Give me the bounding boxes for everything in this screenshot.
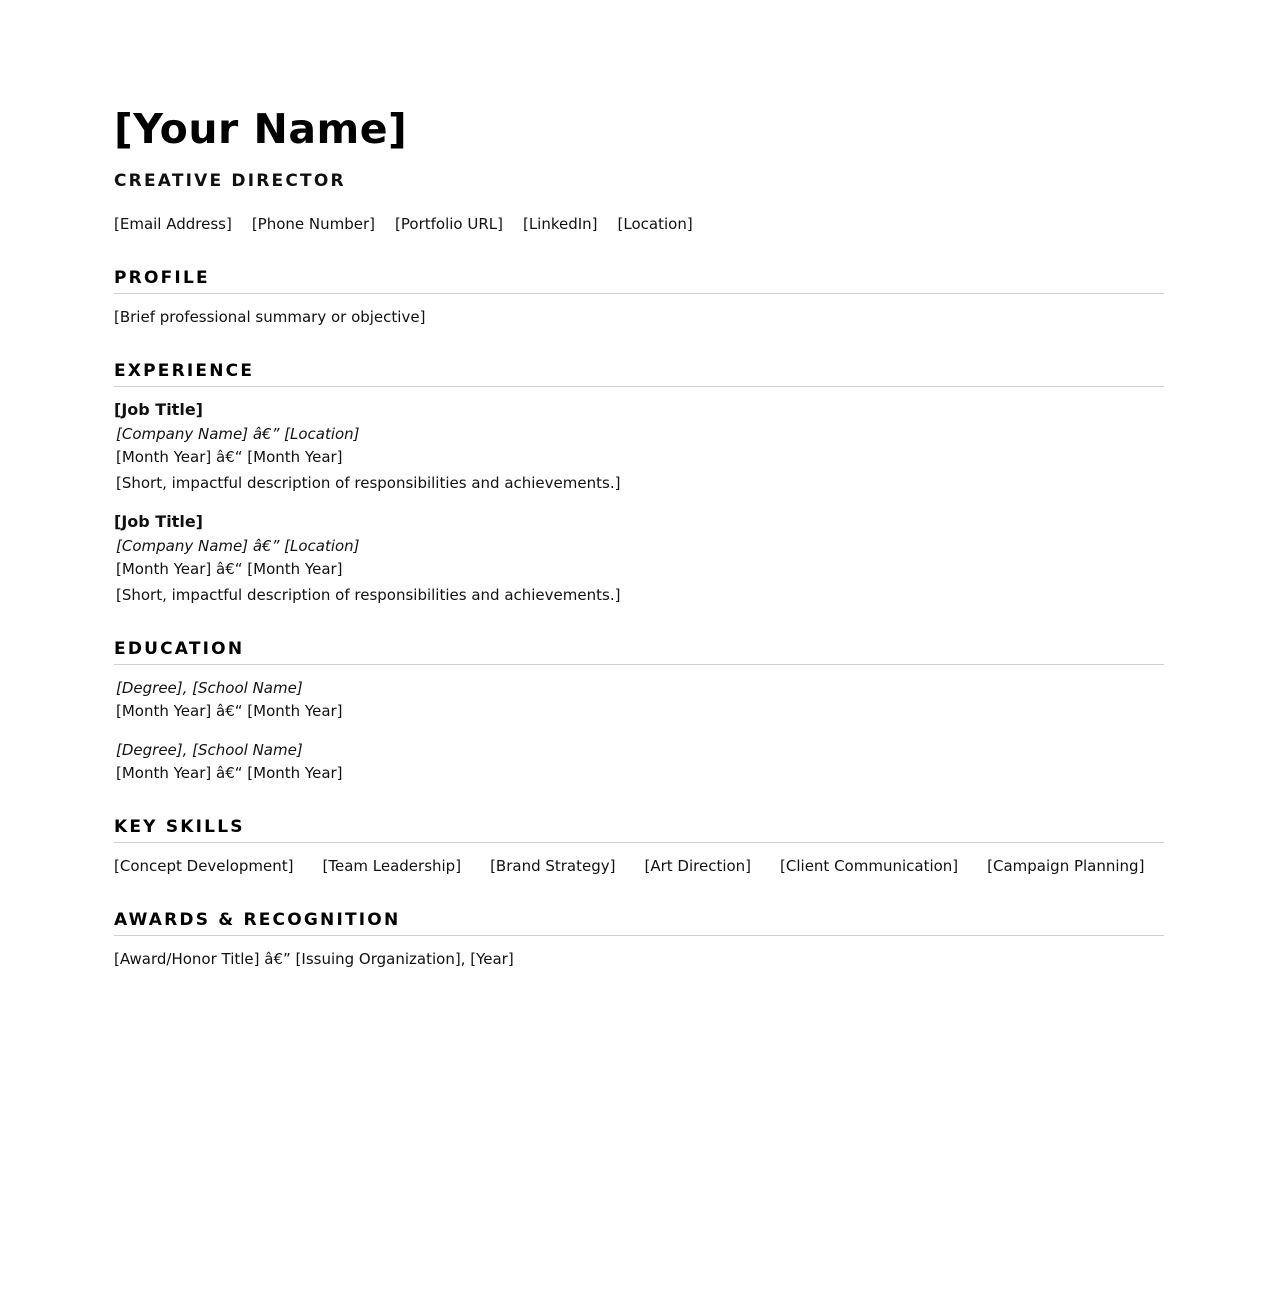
profile-summary: [Brief professional summary or objective] bbox=[114, 308, 426, 326]
job-description: [Short, impactful description of responsibilities and achievements.] bbox=[116, 474, 621, 492]
education-dates: [Month Year] â€“ [Month Year] bbox=[116, 764, 343, 782]
job-role-title: CREATIVE DIRECTOR bbox=[114, 171, 346, 191]
skill-item: [Team Leadership] bbox=[322, 857, 462, 875]
contact-linkedin: [LinkedIn] bbox=[522, 215, 598, 233]
skills-list bbox=[114, 857, 1173, 875]
awards-divider bbox=[114, 935, 1164, 936]
skill-item: [Brand Strategy] bbox=[490, 857, 616, 875]
education-degree: [Degree], [School Name] bbox=[116, 741, 303, 759]
profile-heading: PROFILE bbox=[114, 268, 210, 288]
awards-heading: AWARDS & RECOGNITION bbox=[114, 910, 401, 930]
job-company: [Company Name] â€” [Location] bbox=[116, 425, 360, 443]
skills-divider bbox=[114, 842, 1164, 843]
job-description: [Short, impactful description of responsibilities and achievements.] bbox=[116, 586, 621, 604]
contact-email: [Email Address] bbox=[114, 215, 232, 233]
skill-item: [Campaign Planning] bbox=[987, 857, 1145, 875]
job-title: [Job Title] bbox=[114, 400, 203, 419]
experience-divider bbox=[114, 386, 1164, 387]
skill-item: [Concept Development] bbox=[114, 857, 294, 875]
contact-phone: [Phone Number] bbox=[251, 215, 376, 233]
job-title: [Job Title] bbox=[114, 512, 203, 531]
education-dates: [Month Year] â€“ [Month Year] bbox=[116, 702, 343, 720]
education-heading: EDUCATION bbox=[114, 639, 245, 659]
education-degree: [Degree], [School Name] bbox=[116, 679, 303, 697]
education-divider bbox=[114, 664, 1164, 665]
job-dates: [Month Year] â€“ [Month Year] bbox=[116, 560, 343, 578]
award-entry: [Award/Honor Title] â€” [Issuing Organization], [Year] bbox=[114, 950, 514, 968]
job-dates: [Month Year] â€“ [Month Year] bbox=[116, 448, 343, 466]
experience-heading: EXPERIENCE bbox=[114, 361, 255, 381]
contact-portfolio: [Portfolio URL] bbox=[395, 215, 503, 233]
profile-divider bbox=[114, 293, 1164, 294]
skill-item: [Art Direction] bbox=[644, 857, 752, 875]
contact-location: [Location] bbox=[617, 215, 693, 233]
job-company: [Company Name] â€” [Location] bbox=[116, 537, 360, 555]
contact-line bbox=[114, 215, 713, 233]
candidate-name: [Your Name] bbox=[114, 105, 408, 153]
skill-item: [Client Communication] bbox=[780, 857, 959, 875]
skills-heading: KEY SKILLS bbox=[114, 817, 245, 837]
